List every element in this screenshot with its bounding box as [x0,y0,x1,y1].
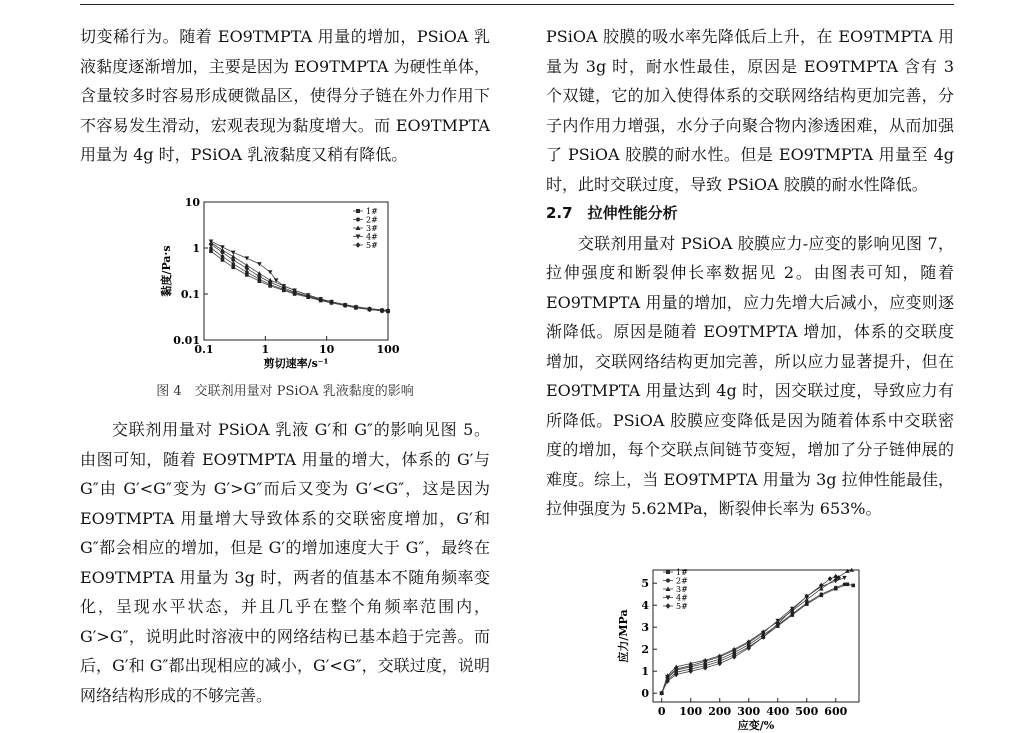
y-tick-label: 0 [641,687,649,701]
series-line-4# [211,241,388,311]
data-point-1# [231,266,235,270]
x-tick-label: 100 [679,705,703,718]
right-column [546,22,954,524]
data-point-4# [245,256,250,260]
legend-label-5#: 5# [676,602,688,611]
x-tick-label: 0.1 [194,343,214,356]
x-axis-label: 应变/% [737,719,775,732]
x-tick-label: 0 [657,705,666,718]
x-tick-label: 1 [261,343,270,356]
series-line-4# [662,578,845,694]
data-point-5# [209,242,214,247]
series-line-3# [211,243,388,311]
y-tick-label: 0.01 [173,334,200,347]
legend-label-2#: 2# [366,215,378,225]
x-tick-label: 200 [708,705,732,718]
series-line-3# [662,570,852,693]
legend-label-3#: 3# [366,224,378,233]
y-tick-label: 1 [192,242,200,255]
section-heading: 2.7 拉伸性能分析 [546,204,678,222]
y-axis-label: 应力/MPa [617,609,630,663]
series-line-2# [211,248,388,310]
x-tick-label: 300 [737,705,761,718]
data-point-1# [209,249,213,253]
left-paragraph-2: 交联剂用量对 PSiOA 乳液 G′和 G″的影响见图 5。由图可知，随着 EO9TMPTA 用量的增大，体系的 G′与 G″由 G′<G″变为 G′>G″而后又变为 G′<G″，这是因为 EO9TMPTA 用量增大导致体系的交联密度增加，G′和 G″都会相应的增加，但是 G′的增加速度大于 G″，最终在 EO9TMPTA 用量为 3g 时，两者的值基本不随角频率变化，呈现水平状态，并且几乎在整个角频率范围内，G′>G″，说明此时溶液中的网络结构已基本趋于完善。而后，G′和 G″都出现相应的减小，G′<G″，交联过度，说明网络结构形成的不够完善。 [80,420,490,705]
x-tick-label: 600 [824,705,848,718]
data-point-1# [221,258,225,262]
left-paragraph-1: 切变稀行为。随着 EO9TMPTA 用量的增加，PSiOA 乳液黏度逐渐增加，主要是因为 EO9TMPTA 为硬性单体，含量较多时容易形成硬微晶区，使得分子链在外力作用下不容易发生滑动，宏观表现为黏度增大。而 EO9TMPTA 用量为 4g 时，PSiOA 乳液黏度又稍有降低。 [80,27,490,164]
data-point-2# [221,255,225,259]
data-point-5# [659,691,664,696]
figure-4-caption: 图 4 交联剂用量对 PSiOA 乳液黏度的影响 [156,384,414,399]
data-point-2# [231,262,235,266]
data-point-1# [851,584,855,588]
figure-7-stress-strain-chart [615,562,875,732]
header-rule [80,4,954,5]
series-line-5# [662,577,839,694]
right-paragraph-1: PSiOA 胶膜的吸水率先降低后上升，在 EO9TMPTA 用量为 3g 时，耐水性最佳，原因是 EO9TMPTA 含有 3 个双键，它的加入使得体系的交联网络结构更加完善，分子内作用力增强，水分子向聚合物内渗透困难，从而加强了 PSiOA 胶膜的耐水性。但是 EO9TMPTA 用量至 4g 时，此时交联过度，导致 PSiOA 胶膜的耐水性降低。 [546,27,954,194]
left-column [80,22,490,170]
legend-label-3#: 3# [676,585,688,594]
y-tick-label: 4 [641,599,649,613]
data-point-2# [805,601,809,605]
y-tick-label: 0.1 [180,288,200,301]
x-tick-label: 500 [795,705,819,718]
x-tick-label: 100 [376,343,400,356]
plot-frame [204,202,388,340]
y-tick-label: 5 [641,577,649,591]
data-point-2# [790,612,794,616]
y-tick-label: 1 [641,665,649,679]
x-axis-label: 剪切速率/s⁻¹ [263,357,329,370]
legend-label-2#: 2# [676,576,688,586]
x-tick-label: 400 [766,705,790,718]
y-axis-label: 黏度/Pa·s [160,245,173,297]
left-column-lower [80,415,490,710]
x-tick-label: 10 [319,343,335,356]
legend-label-4#: 4# [676,593,688,603]
legend-label-1#: 1# [676,568,688,577]
data-point-5# [828,576,833,581]
right-paragraph-2: 交联剂用量对 PSiOA 胶膜应力-应变的影响见图 7，拉伸强度和断裂伸长率数据见 2。由图表可知，随着 EO9TMPTA 用量的增加，应力先增大后减小，应变则逐渐降低。原因是随着 EO9TMPTA 增加，体系的交联度增加，交联网络结构更加完善，所以应力显著提升，但在 EO9TMPTA 用量达到 4g 时，因交联过度，导致应力有所降低。PSiOA 胶膜应变降低是因为随着体系中交联密度的增加，每个交联点间链节变短，增加了分子链伸展的难度。综上，当 EO9TMPTA 用量为 3g 拉伸性能最佳，拉伸强度为 5.62MPa，断裂伸长率为 653%。 [546,233,954,518]
legend-label-4#: 4# [366,232,378,242]
data-point-2# [843,583,847,587]
series-line-1# [211,251,388,311]
data-point-2# [819,592,823,596]
y-tick-label: 2 [641,643,649,657]
figure-4-viscosity-chart [150,190,410,370]
legend-label-1#: 1# [366,207,378,216]
legend-label-5#: 5# [366,241,378,250]
y-tick-label: 3 [641,621,649,635]
data-point-2# [834,586,838,590]
y-tick-label: 10 [184,196,200,209]
